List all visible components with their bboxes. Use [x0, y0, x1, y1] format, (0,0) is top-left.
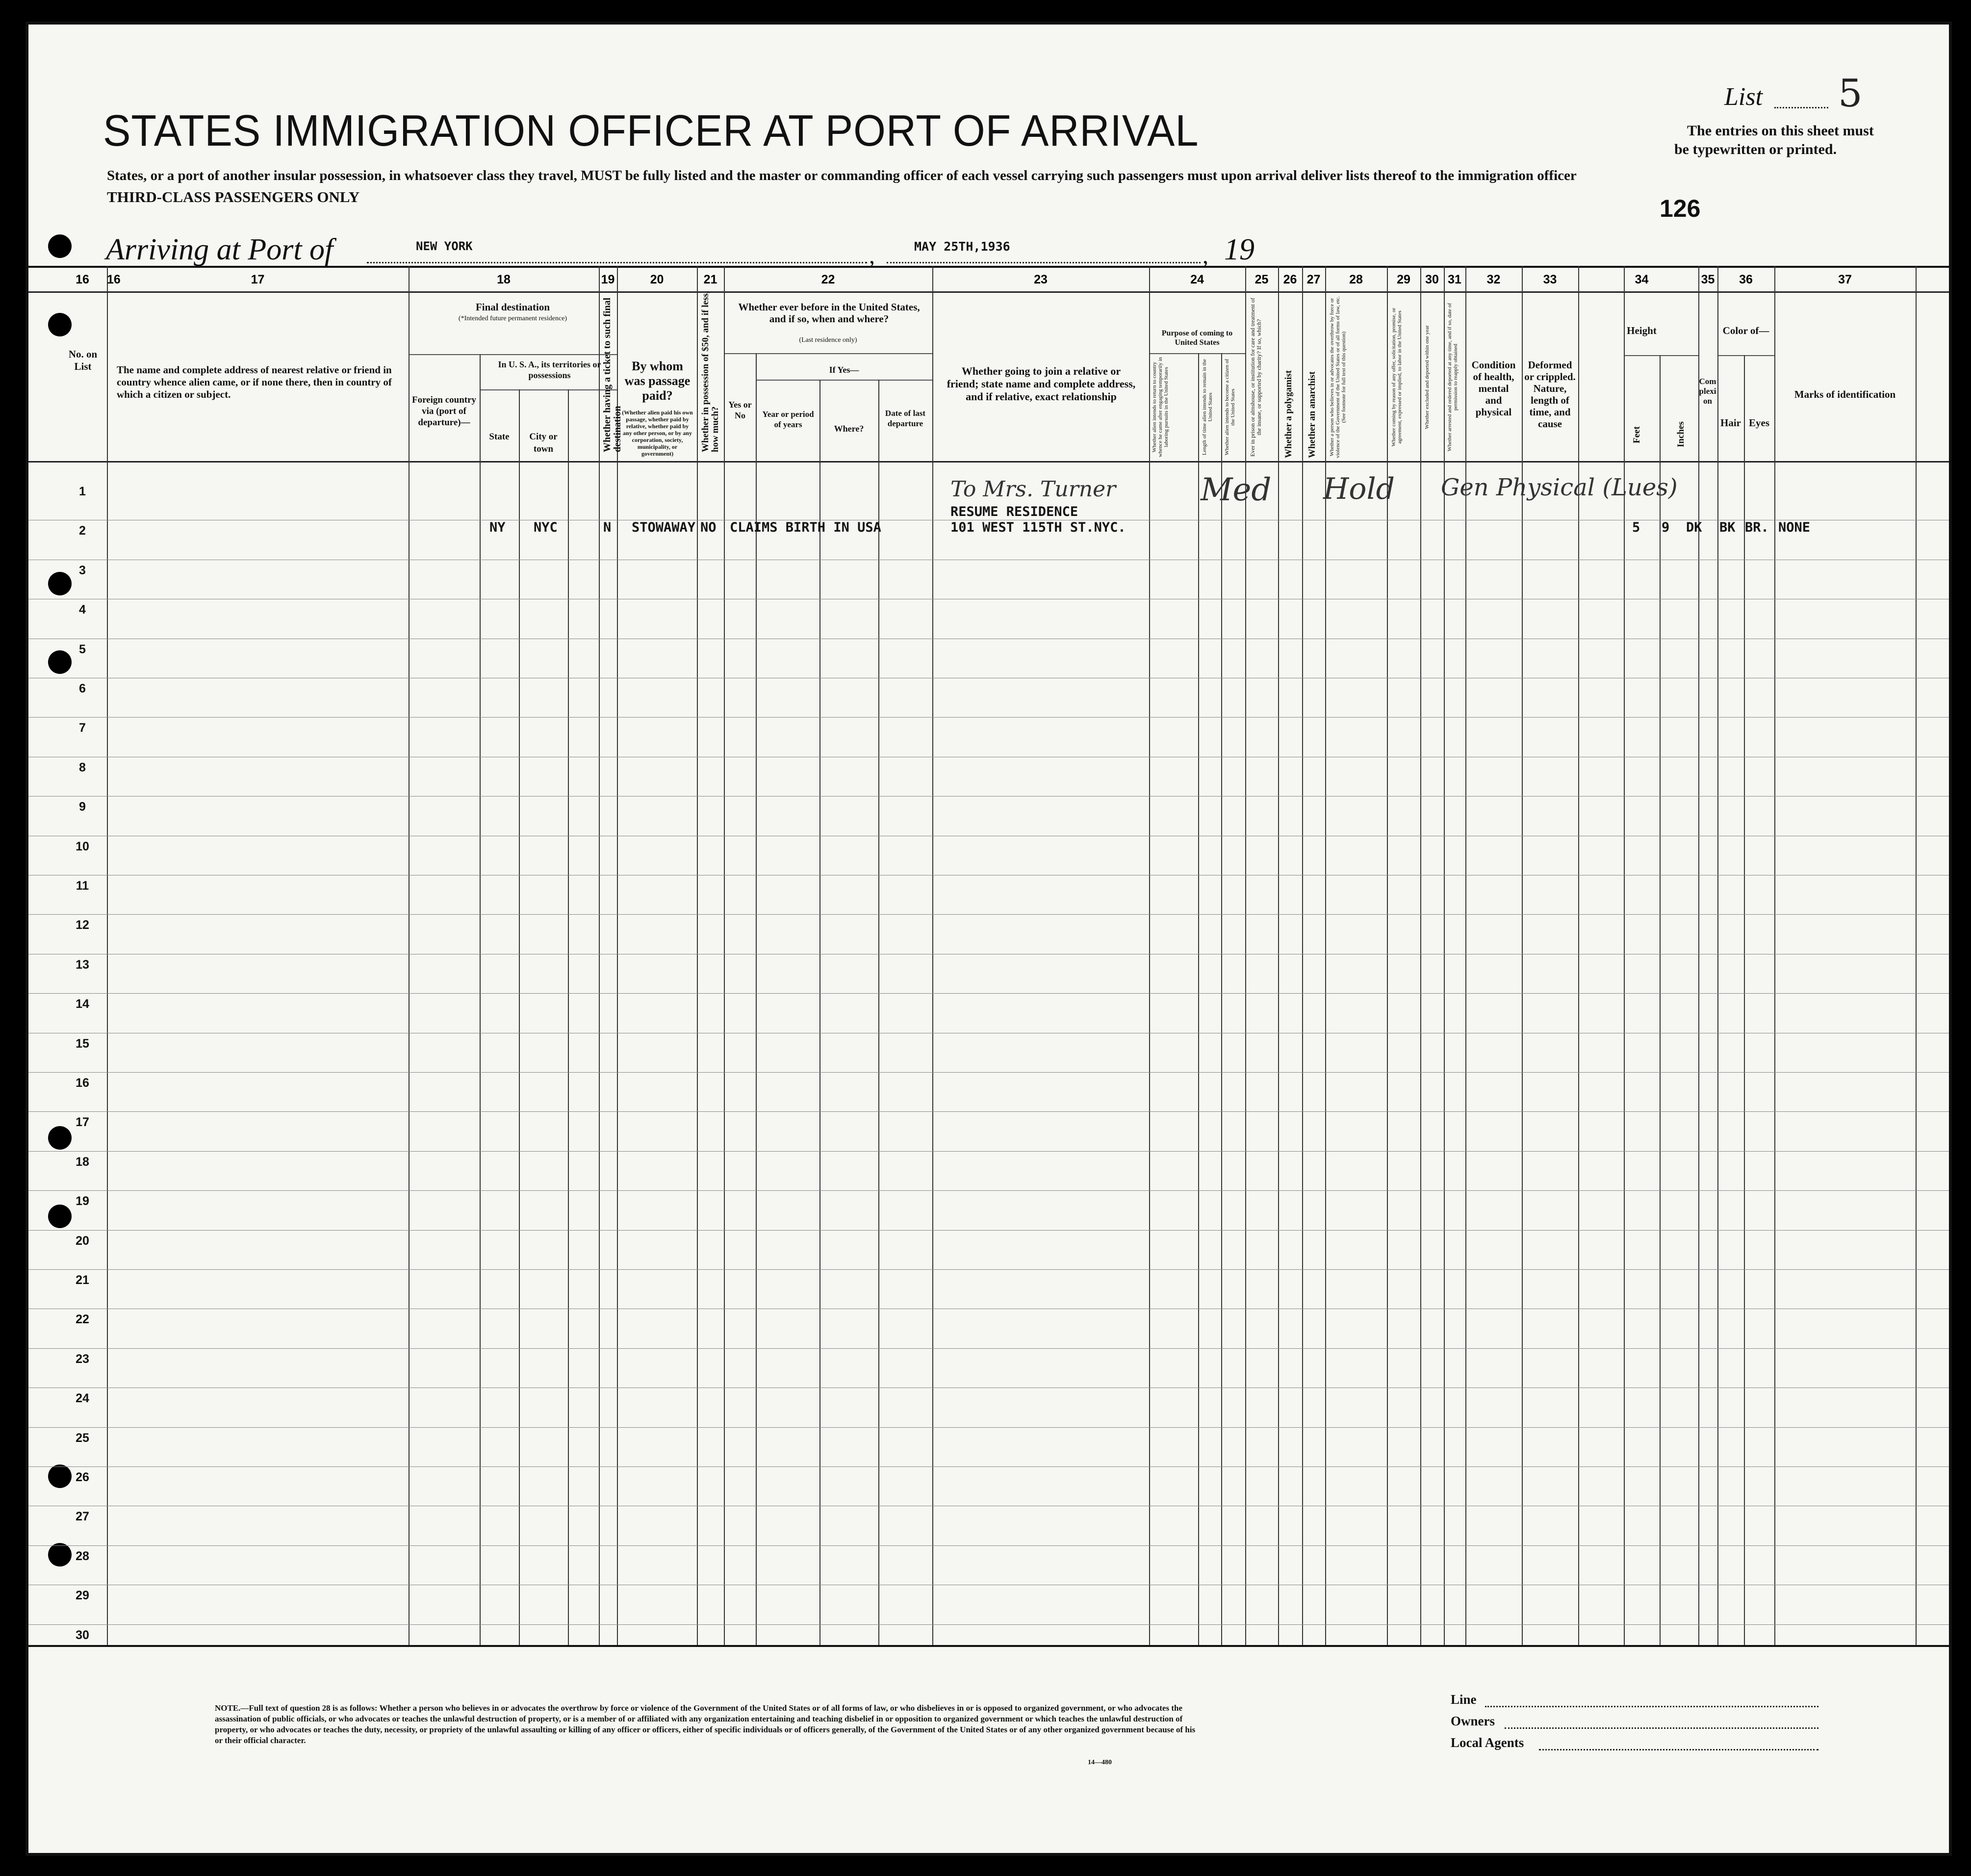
rule — [1149, 266, 1150, 1645]
header-passage-paid-note: (Whether alien paid his own passage, whether paid by relative, whether paid by any other person, or by any corporation, society, municipality, or government) — [622, 409, 693, 457]
header-city: City or town — [529, 432, 558, 454]
row-rule — [28, 796, 1949, 797]
arriving-at-port-label: Arriving at Port of — [106, 233, 333, 266]
year-prefix: 19 — [1224, 233, 1254, 266]
rule — [932, 266, 933, 1645]
rule — [28, 266, 1949, 268]
entry-inches: 9 — [1662, 520, 1670, 535]
rule — [1149, 353, 1245, 354]
annotation-gen-physical: Gen Physical (Lues) — [1441, 474, 1678, 501]
column-number: 31 — [1448, 273, 1461, 286]
column-number: 17 — [251, 273, 265, 286]
class-line: THIRD-CLASS PASSENGERS ONLY — [107, 188, 360, 206]
header-nearest-relative: The name and complete address of nearest relative or friend in country whence alien came, or if none there, then in country of which a citizen or subject. — [117, 364, 392, 400]
header-hair: Hair — [1720, 417, 1741, 429]
column-number: 34 — [1635, 273, 1649, 286]
header-yes-no: Yes or No — [728, 400, 752, 420]
row-rule — [28, 1466, 1949, 1467]
header-feet: Feet — [1632, 426, 1642, 443]
rule — [1302, 266, 1303, 1645]
date-leader — [887, 262, 1201, 263]
row-number: 27 — [76, 1510, 89, 1524]
rule — [480, 389, 617, 390]
row-rule — [28, 1151, 1949, 1152]
row-rule — [28, 1190, 1949, 1191]
row-number: 29 — [76, 1589, 89, 1603]
header-health: Condition of health, mental and physical — [1471, 359, 1516, 418]
row-number: 9 — [79, 800, 86, 814]
header-height: Height — [1627, 325, 1657, 336]
manifest-table: 16 16 17 18 19 20 21 22 23 24 25 26 27 28 29 30 31 32 33 34 35 36 37 No. on List The name and complete address of nearest relative or friend in country whence alien came, or if none there, then in country of which a citizen or subject. Final destination (*Intended future permanent residence) Foreign country via (port of departure)— In U. S. A., its territories or possessions State City or town Whether having a ticket to such final destination By whom was passage paid? (Whether alien paid his own passage, whether paid by relative, whether paid by any other person, or by any corporation, society, municipality, or government) Whether in possession of $50, and if less, how much? Whether ever before in the United States, and if so, when and where? (Last residence only) Yes or No If Yes— Year or period of years Where? Date of last departure Whether going to join a relative or friend; state name and complete address, and if relative, exact relationship Purpose of coming to United States Whether alien intends to return to country whence he came after engaging temporarily in laboring pursuits in the United States Length of time alien intends to remain in the United States Whether alien intends to become a citizen of the United States Ever in prison or almshouse, or institution for care and treatment of the insane, or supported by charity? If so, which? Whether a polygamist Whether an anarchist Whether a person who believes in or advocates the overthrow by force or violence of the Government of the United States or of all forms of law, etc. (See footnote for full text of this question) Whether coming by reason of any offer, solicitation, promise, or agreement, expressed or implied, to labor in the United States Whether excluded and deported within one year Whether arrested and ordered deported at any time, and if so, date of permission to reapply obtained Condition of health, mental and physical Deformed or crippled. Nature, length of time, and cause Height Feet Inches Complexion Color of— Hair Eyes Marks of identification 1 2 3 4 5 6 7 8 9 10 11 12 13 14 15 16 17 18 19 20 21 22 23 24 25 26 27 28 29 30 NY NYC N STOWAWAY NO CLAIMS BIRTH IN USA To Mrs. Turner RESUME RESIDENCE 101 WEST 115TH ST.NYC. 5 9 DK BK BR. NONE Med Hold Gen Physical (Lues) — [28, 266, 1949, 1649]
row-number: 21 — [76, 1273, 89, 1287]
column-number: 23 — [1034, 273, 1048, 286]
column-number: 16 — [76, 273, 89, 286]
owners-label: Owners — [1451, 1714, 1495, 1728]
row-number: 28 — [76, 1549, 89, 1563]
entry-state: NY — [489, 520, 506, 535]
entry-fifty-dollars: NO — [700, 520, 717, 535]
rule — [1444, 266, 1445, 1645]
column-number: 19 — [601, 273, 615, 286]
row-number: 26 — [76, 1470, 89, 1484]
row-number: 10 — [76, 839, 89, 853]
row-number: 17 — [76, 1115, 89, 1130]
row-number: 20 — [76, 1234, 89, 1248]
row-number: 12 — [76, 918, 89, 932]
entry-marks: NONE — [1778, 520, 1811, 535]
rule — [409, 354, 617, 355]
header-if-yes: If Yes— — [829, 365, 859, 375]
rule — [28, 291, 1949, 293]
header-color-of: Color of— — [1722, 325, 1769, 336]
column-number: 27 — [1306, 273, 1321, 286]
rule — [878, 380, 879, 1645]
header-purpose-return: Whether alien intends to return to country whence he came after engaging temporarily in laboring pursuits in the United States — [1152, 357, 1169, 458]
header-deformed: Deformed or crippled. Nature, length of time, and cause — [1524, 359, 1576, 430]
row-rule — [28, 1427, 1949, 1428]
entry-eyes: BR. — [1745, 520, 1769, 535]
header-ticket: Whether having a ticket to such final destination — [602, 297, 623, 452]
column-number: 36 — [1739, 273, 1753, 286]
line-label: Line — [1451, 1692, 1477, 1707]
typewritten-note-line2: be typewritten or printed. — [1674, 141, 1837, 157]
header-prison: Ever in prison or almshouse, or institution for care and treatment of the insane, or supported by charity? If so, which? — [1249, 298, 1262, 457]
row-number: 24 — [76, 1391, 89, 1406]
row-rule — [28, 914, 1949, 915]
header-foreign-country: Foreign country via (port of departure)— — [411, 395, 477, 428]
row-number: 22 — [76, 1312, 89, 1327]
header-purpose-length: Length of time alien intends to remain in the United States — [1202, 359, 1213, 456]
header-marks: Marks of identification — [1794, 388, 1896, 400]
entry-complexion: DK — [1686, 520, 1702, 535]
column-number: 30 — [1425, 273, 1439, 286]
header-state: State — [489, 432, 510, 442]
rule — [819, 380, 820, 1645]
row-number: 15 — [76, 1036, 89, 1051]
row-number: 16 — [76, 1076, 89, 1090]
rule — [756, 380, 932, 381]
sheet-number: 126 — [1660, 195, 1701, 222]
column-number: 32 — [1486, 273, 1501, 286]
column-number: 29 — [1397, 273, 1410, 286]
list-leader — [1774, 107, 1828, 108]
entry-ticket: N — [603, 520, 612, 535]
line-leader — [1485, 1706, 1818, 1707]
column-number: 28 — [1349, 273, 1363, 286]
port-leader — [367, 262, 867, 263]
rule — [1465, 266, 1466, 1645]
rule — [409, 266, 410, 1645]
comma-separator: , — [1203, 243, 1208, 269]
annotation-med: Med — [1201, 472, 1272, 508]
header-ever-before-note: (Last residence only) — [799, 336, 857, 344]
rule — [756, 353, 757, 1645]
header-going-to-join: Whether going to join a relative or friend; state name and complete address, and if relative, exact relationship — [947, 365, 1136, 403]
rule — [480, 354, 481, 1645]
header-fifty-dollars: Whether in possession of $50, and if less, how much? — [700, 291, 720, 452]
header-inches: Inches — [1676, 421, 1686, 447]
row-number: 7 — [79, 721, 86, 735]
rule — [1420, 266, 1421, 1645]
row-rule — [28, 717, 1949, 718]
subtitle: States, or a port of another insular possession, in whatsoever class they travel, MUST be fully listed and the master or commanding officer of each vessel carrying such passengers must upon arrival deliver lists thereof to the immigration officer — [107, 168, 1577, 183]
rule — [599, 266, 600, 1645]
owners-leader — [1505, 1727, 1818, 1729]
table-bottom-rule — [28, 1645, 1949, 1647]
row-number: 18 — [76, 1155, 89, 1169]
date-value: MAY 25TH,1936 — [914, 239, 1010, 254]
rule — [107, 266, 108, 1645]
entry-hair: BK — [1719, 520, 1736, 535]
column-number: 37 — [1838, 273, 1852, 286]
header-anarchist: Whether an anarchist — [1307, 371, 1317, 458]
port-value: NEW YORK — [416, 239, 473, 253]
header-year-period: Year or period of years — [762, 410, 814, 429]
rule — [617, 266, 618, 1645]
header-purpose: Purpose of coming to United States — [1161, 329, 1233, 347]
header-excluded-deported: Whether excluded and deported within one year — [1424, 325, 1430, 429]
header-passage-paid: By whom was passage paid? — [624, 359, 691, 403]
rule — [1624, 355, 1698, 356]
entry-join-line2: 101 WEST 115TH ST.NYC. — [950, 520, 1126, 535]
list-label: List — [1724, 83, 1763, 111]
row-number: 30 — [76, 1628, 89, 1642]
header-complexion: Complexion — [1699, 377, 1716, 406]
rule — [568, 389, 569, 1645]
rule — [1221, 353, 1222, 1645]
rule — [1522, 266, 1523, 1645]
row-number: 8 — [79, 760, 86, 774]
row-rule — [28, 1111, 1949, 1112]
header-final-destination-note: (*Intended future permanent residence) — [458, 315, 567, 322]
row-number: 5 — [79, 642, 86, 656]
entry-ever-before: CLAIMS BIRTH IN USA — [730, 520, 881, 535]
row-rule — [28, 993, 1949, 994]
column-number: 33 — [1543, 273, 1557, 286]
row-rule — [28, 1348, 1949, 1349]
rule — [519, 389, 520, 1645]
row-number: 25 — [76, 1431, 89, 1445]
header-ever-before: Whether ever before in the United States, and if so, when and where? — [738, 301, 920, 325]
annotation-hold: Hold — [1323, 472, 1395, 506]
header-polygamist: Whether a polygamist — [1283, 370, 1294, 458]
form-number: 14—480 — [1088, 1759, 1112, 1766]
rule — [1198, 353, 1199, 1645]
entry-city: NYC — [534, 520, 558, 535]
rule — [697, 266, 698, 1645]
column-number: 35 — [1701, 273, 1715, 286]
row-number: 13 — [76, 957, 89, 972]
row-number: 19 — [76, 1194, 89, 1208]
row-rule — [28, 1624, 1949, 1625]
entry-join-handwritten: To Mrs. Turner — [950, 477, 1116, 502]
agents-leader — [1539, 1749, 1818, 1750]
header-bottom-rule — [28, 461, 1949, 463]
row-number: 3 — [79, 563, 86, 577]
rule — [1698, 266, 1699, 1645]
rule — [1744, 355, 1745, 1645]
rule — [1578, 266, 1579, 1645]
list-mark: 5 — [1838, 72, 1863, 116]
rule — [724, 353, 932, 354]
header-question-28: Whether a person who believes in or advocates the overthrow by force or violence of the Government of the United States or of all forms of law, etc. (See footnote for full text of this question) — [1329, 296, 1347, 458]
footnote-question-28: NOTE.—Full text of question 28 is as follows: Whether a person who believes in or advocates the overthrow by force or violence of the Government of the United States or of all forms of law, or who disbelieves in or is opposed to organized government, or who advocates the assassination of public officials, or who advocates or teaches the unlawful destruction of property, or is a member of or affiliated with any organization entertaining and teaching disbelief in or opposition to organized government or which teaches the unlawful destruction of property, or who advocates or teaches the duty, necessity, or propriety of the unlawful assaulting or killing of any officer or officers, either of specific individuals or of officers generally, of the Government of the United States or of any other organized government because of his or their official character. — [215, 1703, 1196, 1745]
rule — [1774, 266, 1775, 1645]
binder-hole — [48, 234, 72, 258]
header-arrested-deported: Whether arrested and ordered deported at any time, and if so, date of permission to reapply obtained — [1447, 303, 1459, 452]
header-in-usa: In U. S. A., its territories or possessions — [498, 360, 601, 380]
column-number: 22 — [821, 273, 835, 286]
typewritten-note-line1: The entries on this sheet must — [1687, 123, 1874, 139]
header-where: Where? — [834, 424, 864, 434]
row-rule — [28, 1545, 1949, 1546]
header-purpose-citizen: Whether alien intends to become a citizen of the United States — [1224, 359, 1236, 456]
header-final-destination: Final destination — [475, 301, 550, 313]
row-number: 11 — [76, 879, 89, 893]
rule — [724, 266, 725, 1645]
rule — [1660, 355, 1661, 1645]
page-title: STATES IMMIGRATION OFFICER AT PORT OF ARRIVAL — [103, 106, 1199, 155]
header-date-last-departure: Date of last departure — [885, 409, 926, 428]
entry-feet: 5 — [1632, 520, 1640, 535]
rule — [1624, 266, 1625, 1645]
entry-passage-paid: STOWAWAY — [632, 520, 696, 535]
column-number: 18 — [497, 273, 511, 286]
entry-join-line1: RESUME RESIDENCE — [950, 504, 1078, 519]
comma-separator: , — [869, 243, 875, 269]
rule — [1717, 266, 1718, 1645]
header-offer-solicitation: Whether coming by reason of any offer, solicitation, promise, or agreement, expressed or implied, to labor in the United States — [1391, 308, 1403, 447]
column-number: 25 — [1254, 273, 1269, 286]
rule — [1278, 266, 1279, 1645]
rule — [1916, 266, 1917, 1645]
column-number: 20 — [650, 273, 664, 286]
rule — [1717, 355, 1774, 356]
row-number: 2 — [79, 524, 86, 538]
header-eyes: Eyes — [1749, 417, 1769, 429]
local-agents-label: Local Agents — [1451, 1735, 1524, 1750]
header-no-on-list: No. on List — [68, 348, 98, 372]
row-number: 4 — [79, 603, 86, 617]
row-rule — [28, 1072, 1949, 1073]
row-number: 14 — [76, 997, 89, 1011]
manifest-sheet — [26, 22, 1952, 1856]
row-number: 23 — [76, 1352, 89, 1366]
row-rule — [28, 1269, 1949, 1270]
column-number: 26 — [1283, 273, 1297, 286]
row-number: 6 — [79, 682, 86, 695]
column-number: 24 — [1190, 273, 1204, 286]
row-number: 1 — [79, 485, 86, 498]
column-number: 21 — [703, 273, 717, 286]
row-rule — [28, 1230, 1949, 1231]
